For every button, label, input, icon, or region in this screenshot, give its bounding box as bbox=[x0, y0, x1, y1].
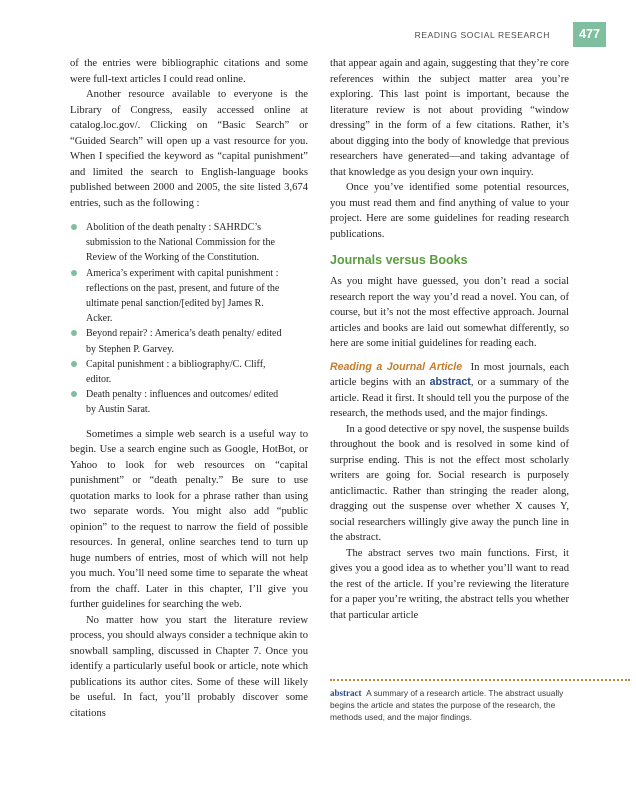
runin-heading: Reading a Journal Article bbox=[330, 360, 463, 373]
glossary-divider bbox=[330, 679, 630, 681]
glossary-term: abstract bbox=[330, 688, 362, 698]
left-column bbox=[70, 56, 308, 721]
list-item bbox=[70, 357, 290, 387]
bullet-icon bbox=[71, 270, 77, 276]
bullet-icon bbox=[71, 330, 77, 336]
right-paragraph-1: that appear again and again, suggesting that they’re core references within the subject matter area you’re exploring. This last point is important, because the literature review is not about providing “window dressing” in the form of a few citations. Rather, it’s about digging into the body of knowledge that previous researchers have generated—and taking advantage of that knowledge as you design your own inquiry. bbox=[330, 58, 569, 178]
right-paragraph-3: As you might have guessed, you don’t read a social research report the way you’d read a novel. You can, of course, but it’s not the most effective approach. Journal articles and books are laid out somewhat differently, so here are some initial guidelines for reading each. bbox=[330, 276, 569, 349]
bullet-icon bbox=[71, 361, 77, 367]
section-heading: Journals versus Books bbox=[330, 253, 468, 267]
page-number: 477 bbox=[573, 22, 606, 47]
glossary-definition: A summary of a research article. The abstract usually begins the article and states the purpose of the research, the methods used, and the major findings. bbox=[330, 688, 564, 723]
right-paragraph-4-after: , or a summary of the article. Read it first. It should tell you the purpose of the research, the methods used, and the major findings. bbox=[330, 377, 569, 419]
catalog-entry-list bbox=[70, 220, 308, 418]
list-item-text: Beyond repair? : America’s death penalty/ edited by Stephen P. Garvey. bbox=[86, 328, 282, 355]
list-item bbox=[70, 266, 290, 327]
glossary-note bbox=[330, 687, 569, 724]
left-paragraph-2: Another resource available to everyone is the Library of Congress, easily accessed online at catalog.loc.gov/. Clicking on “Basic Search” or “Guided Search” will open up a vast resource for you. When I specified the keyword as “capital punishment” and limited the search to English-language books published between 2000 and 2005, the site listed 3,674 entries, such as the following : bbox=[70, 89, 308, 209]
left-paragraph-4: No matter how you start the literature review process, you should always consider a technique akin to snowball sampling, discussed in Chapter 7. Once you identify a particularly useful book or article, note which publications its author cites. Some of these will likely be useful. In fact, you’ll probably discover some citations bbox=[70, 614, 308, 719]
bullet-icon bbox=[71, 391, 77, 397]
list-item bbox=[70, 387, 290, 417]
right-paragraph-2: Once you’ve identified some potential resources, you must read them and find anything of value to your project. Here are some guidelines for reading research publications. bbox=[330, 182, 569, 240]
list-item-text: Capital punishment : a bibliography/C. Cliff, editor. bbox=[86, 358, 266, 386]
list-item bbox=[70, 326, 290, 356]
right-paragraph-5: In a good detective or spy novel, the suspense builds throughout the book and is resolved in some kind of surprise ending. This is not the effect most scholarly writers are going for. Social research is purposely anticlimactic. Rather than stringing the reader along, dragging out the suspense over whether X causes Y, social researchers willingly give away the punch line in the abstract. bbox=[330, 423, 570, 543]
bullet-icon bbox=[71, 224, 77, 230]
list-item bbox=[70, 220, 290, 266]
running-head: READING SOCIAL RESEARCH bbox=[414, 30, 550, 40]
paragraph-gap bbox=[330, 352, 569, 360]
right-paragraph-4 bbox=[330, 360, 569, 422]
right-paragraph-4-before: In most journals, each article begins with an bbox=[330, 361, 570, 388]
left-paragraph-1: of the entries were bibliographic citations and some were full-text articles I could read online. bbox=[70, 58, 308, 85]
left-paragraph-3: Sometimes a simple web search is a useful way to begin. Use a search engine such as Google, HotBot, or Yahoo to look for web resources on “capital punishment” or “death penalty.” Be sure to use quotation marks to look for a phrase rather than using two separate words. You might also add “public opinion” to the request to narrow the field of possible resources. In general, online searches tend to turn up huge numbers of entries, most of which will not help you much. You’ll need some time to separate the wheat from the chaff. Later in this chapter, I’ll give you further guidelines for searching the web. bbox=[70, 428, 308, 611]
list-item-text: Abolition of the death penalty : SAHRDC’s submission to the National Commission for the Review of the Working of the Constitution. bbox=[86, 222, 275, 264]
key-term-abstract: abstract bbox=[429, 376, 471, 388]
right-column bbox=[330, 56, 569, 623]
list-item-text: America’s experiment with capital punishment : reflections on the past, present, and future of the ultimate penal sanction/[edited by] James R. Acker. bbox=[86, 267, 280, 325]
right-paragraph-6: The abstract serves two main functions. First, it gives you a good idea as to whether you’ll want to read the rest of the article. If you’re reviewing the literature for a paper you’re writing, the abstract tells you whether that particular article bbox=[330, 547, 569, 621]
list-item-text: Death penalty : influences and outcomes/ edited by Austin Sarat. bbox=[86, 389, 279, 416]
